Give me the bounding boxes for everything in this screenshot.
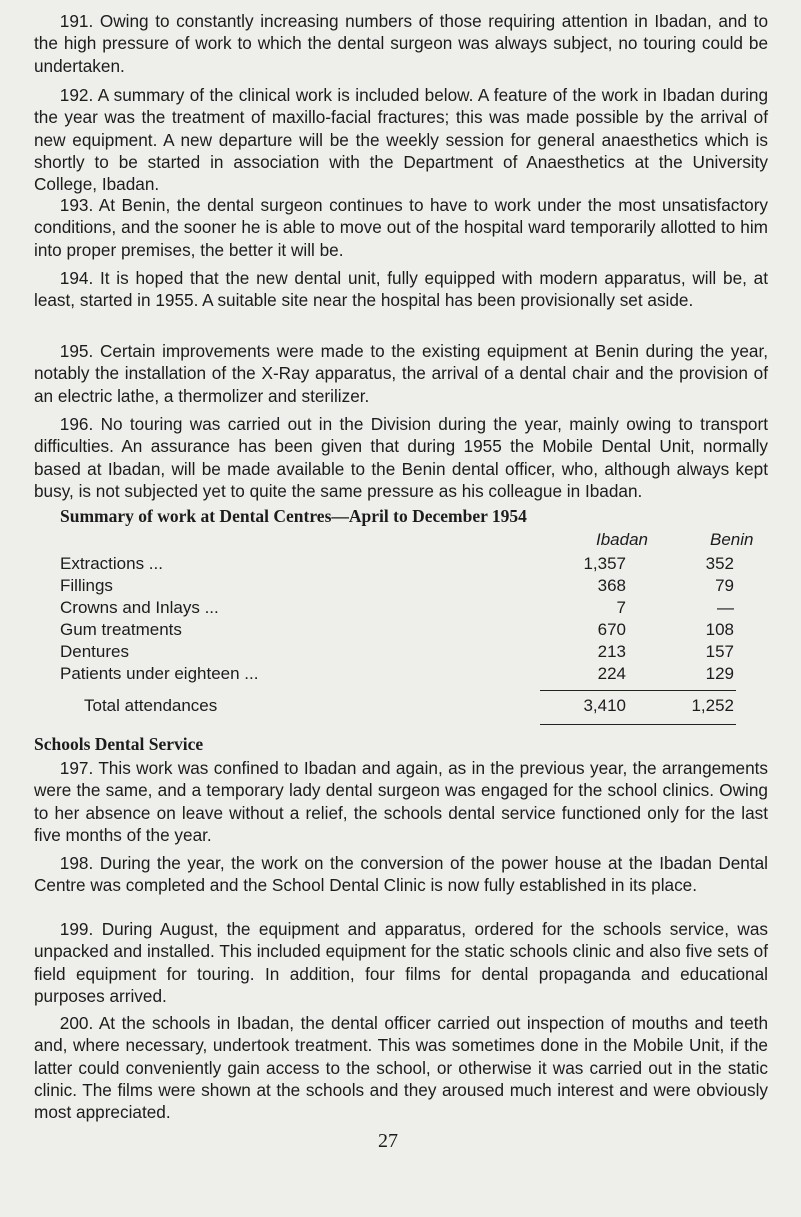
ibadan-value: 213 xyxy=(597,642,626,661)
paragraph-number: 193. xyxy=(59,195,94,215)
total-rule-top xyxy=(540,690,736,691)
paragraph-number: 196. xyxy=(59,414,94,434)
paragraph-200 xyxy=(34,1012,768,1123)
paragraph-number: 191. xyxy=(59,11,94,31)
paragraph-196 xyxy=(34,413,768,502)
paragraph-number: 195. xyxy=(59,341,94,361)
benin-value: 108 xyxy=(705,620,734,639)
benin-total: 1,252 xyxy=(691,696,734,715)
paragraph-text: During August, the equipment and apparatus, ordered for the schools service, was unpacked and installed. This included equipment for the static schools clinic and also five sets of field equipment for touring. In addition, four films for dental propaganda and educational purposes arrived. xyxy=(34,919,768,1006)
paragraph-number: 199. xyxy=(59,919,94,939)
paragraph-number: 194. xyxy=(59,268,94,288)
paragraph-text: Owing to constantly increasing numbers of those requiring attention in Ibadan, and to the high pressure of work to which the dental surgeon was always subject, no touring could be undertaken. xyxy=(34,11,768,76)
total-label: Total attendances xyxy=(84,696,218,715)
paragraph-number: 198. xyxy=(59,853,94,873)
row-label: Patients under eighteen ... xyxy=(60,664,259,683)
benin-value: 157 xyxy=(705,642,734,661)
schools-heading: Schools Dental Service xyxy=(34,734,204,754)
paragraph-193 xyxy=(34,194,768,261)
ibadan-value: 1,357 xyxy=(583,554,626,573)
column-header-ibadan: Ibadan xyxy=(596,530,648,549)
paragraph-191 xyxy=(34,10,768,77)
page-number: 27 xyxy=(378,1130,398,1152)
row-label: Fillings xyxy=(60,576,113,595)
total-rule-bottom xyxy=(540,724,736,725)
paragraph-text: At the schools in Ibadan, the dental officer carried out inspection of mouths and teeth and, where necessary, undertook treatment. This was sometimes done in the Mobile Unit, if the latter could conveniently gain access to the school, or otherwise it was carried out in the static clinic. The films were shown at the schools and they aroused much interest and were obviously most appreciated. xyxy=(34,1013,769,1123)
paragraph-194 xyxy=(34,267,768,312)
benin-value: 79 xyxy=(715,576,734,595)
paragraph-number: 200. xyxy=(59,1013,94,1033)
row-label: Gum treatments xyxy=(60,620,182,639)
ibadan-value: 368 xyxy=(597,576,626,595)
paragraph-number: 192. xyxy=(59,85,94,105)
benin-value: 352 xyxy=(705,554,734,573)
paragraph-text: A summary of the clinical work is included below. A feature of the work in Ibadan during the year was the treatment of maxillo-facial fractures; this was made possible by the arrival of new equipment. A new departure will be the weekly session for general anaesthetics which is shortly to be started in association with the Department of Anaesthetics at the University College, Ibadan. xyxy=(34,85,768,195)
column-header-benin: Benin xyxy=(710,530,754,549)
summary-table-title: Summary of work at Dental Centres—April to December 1954 xyxy=(60,506,527,526)
row-label: Dentures xyxy=(60,642,129,661)
ibadan-value: 670 xyxy=(597,620,626,639)
paragraph-text: No touring was carried out in the Division during the year, mainly owing to transport difficulties. An assurance has been given that during 1955 the Mobile Dental Unit, normally based at Ibadan, will be made available to the Benin dental officer, who, although always kept busy, is not subjected yet to quite the same pressure as his colleague in Ibadan. xyxy=(34,414,768,501)
benin-value: 129 xyxy=(705,664,734,683)
paragraph-number: 197. xyxy=(59,758,94,778)
paragraph-text: During the year, the work on the conversion of the power house at the Ibadan Dental Centre was completed and the School Dental Clinic is now fully established in its place. xyxy=(34,853,768,896)
paragraph-197 xyxy=(34,757,768,846)
ibadan-value: 7 xyxy=(616,598,626,617)
ibadan-total: 3,410 xyxy=(583,696,626,715)
ibadan-value: 224 xyxy=(597,664,626,683)
paragraph-text: This work was confined to Ibadan and again, as in the previous year, the arrangements were the same, and a temporary lady dental surgeon was engaged for the school clinics. Owing to her absence on leave without a relief, the schools dental service functioned only for the last five months of the year. xyxy=(34,758,768,845)
paragraph-198 xyxy=(34,852,768,897)
benin-value: — xyxy=(717,598,734,617)
paragraph-199 xyxy=(34,918,768,1007)
row-label: Crowns and Inlays ... xyxy=(60,598,219,617)
paragraph-text: It is hoped that the new dental unit, fully equipped with modern apparatus, will be, at least, started in 1955. A suitable site near the hospital has been provisionally set aside. xyxy=(34,268,768,311)
row-label: Extractions ... xyxy=(60,554,163,573)
paragraph-text: Certain improvements were made to the existing equipment at Benin during the year, notably the installation of the X-Ray apparatus, the arrival of a dental chair and the provision of an electric lathe, a thermolizer and sterilizer. xyxy=(34,341,768,406)
paragraph-text: At Benin, the dental surgeon continues to have to work under the most unsatisfactory conditions, and the sooner he is able to move out of the hospital ward temporarily allotted to him into proper premises, the better it will be. xyxy=(34,195,769,260)
paragraph-192 xyxy=(34,84,768,195)
paragraph-195 xyxy=(34,340,768,407)
